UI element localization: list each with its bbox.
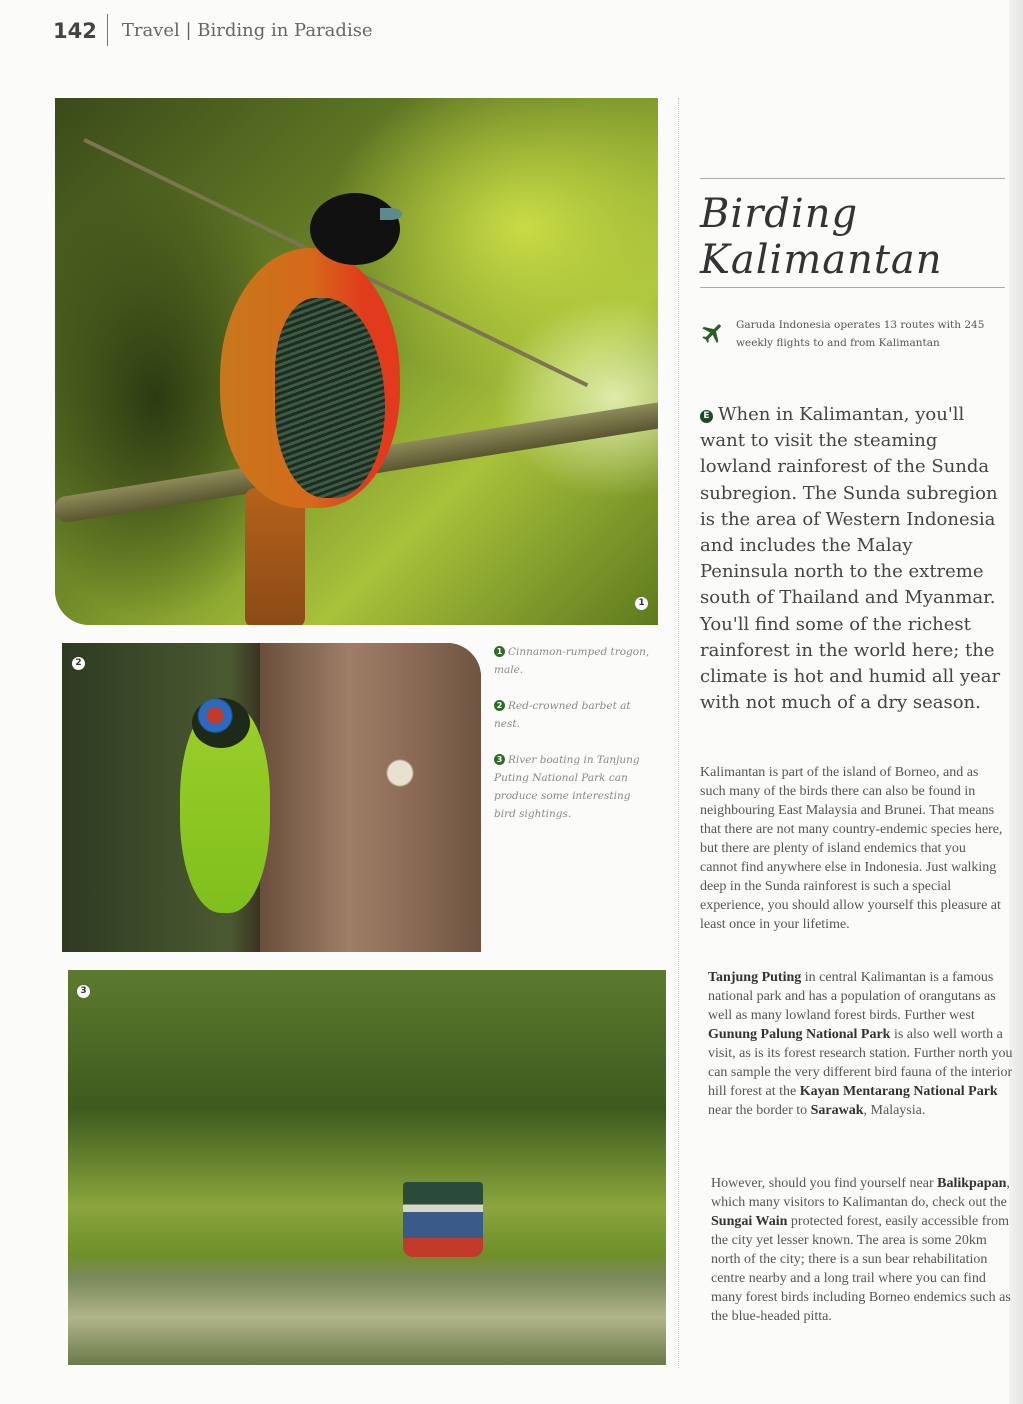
caption-text: River boating in Tanjung Puting National Park can produce some interesting bird sightings. bbox=[494, 754, 640, 820]
flight-info-text: Garuda Indonesia operates 13 routes with 245 weekly flights to and from Kalimantan bbox=[736, 319, 985, 349]
bold-place: Balikpapan bbox=[937, 1176, 1007, 1191]
photo-trogon bbox=[55, 98, 658, 625]
bold-place: Sarawak bbox=[810, 1103, 864, 1118]
photo-river-boat bbox=[68, 970, 666, 1365]
body-paragraph-1: Kalimantan is part of the island of Borneo, and as such many of the birds there can also be found in neighbouring East Malaysia and Brunei. That means that there are not many country-endemic species here, but there are plenty of island endemics that you cannot find anywhere else in Indonesia. Just walking deep in the Sunda rainforest is such a special experience, you should allow yourself this pleasure at least once in your lifetime. bbox=[700, 765, 1003, 932]
section-marker-icon: E bbox=[700, 410, 713, 423]
bird-beak bbox=[380, 208, 402, 220]
caption-2 bbox=[494, 697, 654, 733]
tree-trunk bbox=[260, 643, 481, 952]
section-title: Travel | Birding in Paradise bbox=[121, 19, 373, 41]
lead-paragraph bbox=[700, 402, 1005, 716]
caption-text: Red-crowned barbet at nest. bbox=[494, 700, 631, 730]
column-divider bbox=[678, 98, 679, 1368]
caption-number: 2 bbox=[494, 700, 505, 711]
bold-place: Sungai Wain bbox=[711, 1214, 788, 1229]
bird-head bbox=[310, 193, 400, 265]
text-run: , Malaysia. bbox=[863, 1103, 926, 1118]
flight-info bbox=[700, 316, 1005, 352]
title-line: Birding bbox=[700, 191, 859, 237]
lead-text: When in Kalimantan, you'll want to visit the steaming lowland rainforest of the Sunda subregion. The Sunda subregion is the area of Western Indonesia and includes the Malay Peninsula north to the extreme south of Thailand and Myanmar. You'll find some of the richest rainforest in the world here; the climate is hot and humid all year with not much of a dry season. bbox=[700, 404, 1001, 714]
airplane-icon bbox=[700, 320, 726, 346]
text-run: near the border to bbox=[708, 1103, 811, 1118]
body-paragraph-3 bbox=[711, 1174, 1016, 1326]
page-number: 142 bbox=[53, 14, 108, 46]
caption-number: 3 bbox=[494, 754, 505, 765]
photo-number: 3 bbox=[77, 985, 90, 998]
photo-barbet bbox=[62, 643, 481, 952]
text-run: in central Kalimantan is a famous national park and has a population of orangutans as well as many lowland forest birds. Further west bbox=[708, 970, 996, 1023]
caption-text: Cinnamon-rumped trogon, male. bbox=[494, 646, 650, 676]
photo-number: 1 bbox=[635, 597, 648, 610]
photo-number: 2 bbox=[72, 657, 85, 670]
photo-captions bbox=[494, 643, 654, 841]
caption-3 bbox=[494, 751, 654, 823]
bold-place: Tanjung Puting bbox=[708, 970, 802, 985]
body-paragraph-2 bbox=[708, 968, 1013, 1120]
boat bbox=[403, 1182, 483, 1257]
bold-place: Gunung Palung National Park bbox=[708, 1027, 891, 1042]
text-run: is also well worth a visit, as is its forest research station. Further north you can sample the very different bird fauna of the interior hill forest at the bbox=[708, 1027, 1013, 1099]
text-run: protected forest, easily accessible from the city yet lesser known. The area is some 20km north of the city; there is a sun bear rehabilitation centre nearby and a long trail where you can find many forest birds including Borneo endemics such as the blue-headed pitta. bbox=[711, 1214, 1011, 1324]
caption-1 bbox=[494, 643, 654, 679]
bird-tail bbox=[245, 488, 305, 625]
title-line: Kalimantan bbox=[700, 237, 943, 283]
text-run: However, should you find yourself near bbox=[711, 1176, 938, 1191]
caption-number: 1 bbox=[494, 646, 505, 657]
running-header bbox=[53, 14, 373, 46]
bird-head bbox=[192, 698, 250, 748]
article-title bbox=[700, 178, 1005, 288]
text-run: , which many visitors to Kalimantan do, check out the bbox=[711, 1176, 1010, 1210]
bold-place: Kayan Mentarang National Park bbox=[799, 1084, 998, 1099]
